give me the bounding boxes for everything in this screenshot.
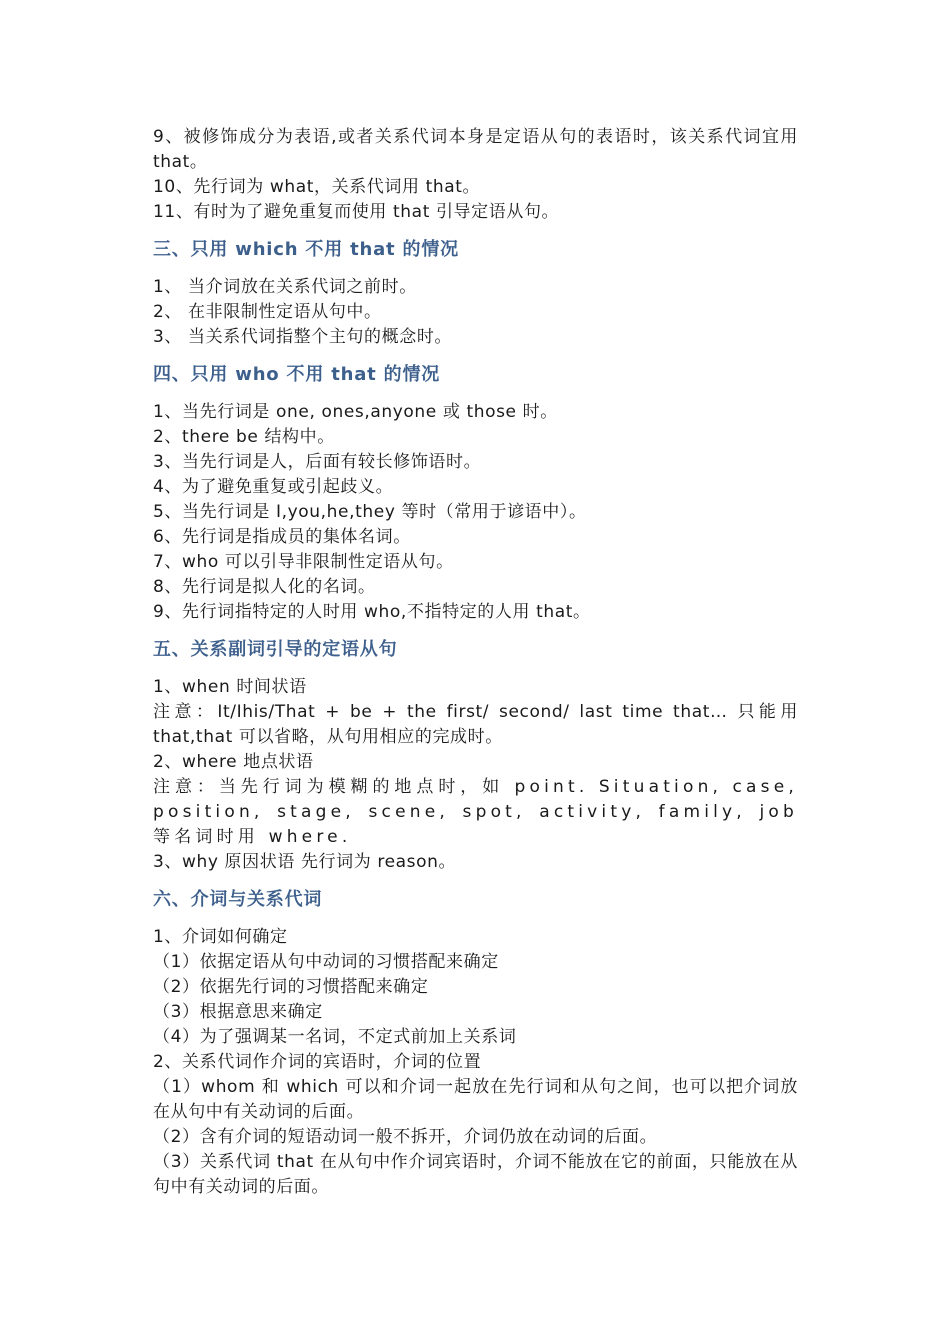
section-6-item: （4）为了强调某一名词，不定式前加上关系词	[153, 1027, 517, 1047]
section-4-item: 8、先行词是拟人化的名词。	[153, 577, 376, 597]
section-6-subhead-1: 1、介词如何确定	[153, 927, 288, 947]
section-3-item: 1、 当介词放在关系代词之前时。	[153, 277, 417, 297]
section-6-heading: 六、介词与关系代词	[153, 889, 323, 910]
section-5-note-when: 注意：It/Ihis/That + be + the first/ second/ last time that… 只能用 that,that 可以省略，从句用相应的完成时。	[153, 702, 798, 747]
section-5-when: 1、when 时间状语	[153, 677, 307, 697]
section-3-item: 2、 在非限制性定语从句中。	[153, 302, 382, 322]
section-5-heading: 五、关系副词引导的定语从句	[153, 639, 398, 660]
section-6-item: （3）关系代词 that 在从句中作介词宾语时，介词不能放在它的前面，只能放在从句中有关动词的后面。	[153, 1152, 798, 1197]
section-4-item: 7、who 可以引导非限制性定语从句。	[153, 552, 454, 572]
section-5	[153, 637, 798, 875]
section-6-item: （1）whom 和 which 可以和介词一起放在先行词和从句之间，也可以把介词放在从句中有关动词的后面。	[153, 1077, 798, 1122]
section-4-item: 9、先行词指特定的人时用 who,不指特定的人用 that。	[153, 602, 591, 622]
section-4-item: 3、当先行词是人，后面有较长修饰语时。	[153, 452, 482, 472]
section-5-where: 2、where 地点状语	[153, 752, 314, 772]
section-6-item: （3）根据意思来确定	[153, 1002, 323, 1022]
section-5-why: 3、why 原因状语 先行词为 reason。	[153, 852, 457, 872]
paragraph-10: 10、先行词为 what，关系代词用 that。	[153, 177, 481, 197]
section-5-note-where: 注意：当先行词为模糊的地点时，如 point. Situation, case, position, stage, scene, spot, activity, family, job 等名词时用 where.	[153, 777, 798, 847]
section-3-item: 3、 当关系代词指整个主句的概念时。	[153, 327, 453, 347]
section-4	[153, 362, 798, 625]
section-6-item: （2）依据先行词的习惯搭配来确定	[153, 977, 429, 997]
intro-section	[153, 125, 798, 225]
section-4-heading: 四、只用 who 不用 that 的情况	[153, 364, 441, 385]
section-4-item: 4、为了避免重复或引起歧义。	[153, 477, 394, 497]
section-4-item: 2、there be 结构中。	[153, 427, 335, 447]
section-3-heading: 三、只用 which 不用 that 的情况	[153, 239, 459, 260]
section-4-item: 6、先行词是指成员的集体名词。	[153, 527, 411, 547]
section-6-subhead-2: 2、关系代词作介词的宾语时，介词的位置	[153, 1052, 482, 1072]
document-page	[153, 125, 798, 1200]
section-6-item: （2）含有介词的短语动词一般不拆开，介词仍放在动词的后面。	[153, 1127, 658, 1147]
section-3	[153, 237, 798, 350]
paragraph-9: 9、被修饰成分为表语,或者关系代词本身是定语从句的表语时，该关系代词宜用 that。	[153, 127, 798, 172]
section-4-item: 5、当先行词是 I,you,he,they 等时（常用于谚语中）。	[153, 502, 587, 522]
section-6	[153, 887, 798, 1200]
section-4-item: 1、当先行词是 one, ones,anyone 或 those 时。	[153, 402, 558, 422]
paragraph-11: 11、有时为了避免重复而使用 that 引导定语从句。	[153, 202, 560, 222]
section-6-item: （1）依据定语从句中动词的习惯搭配来确定	[153, 952, 499, 972]
